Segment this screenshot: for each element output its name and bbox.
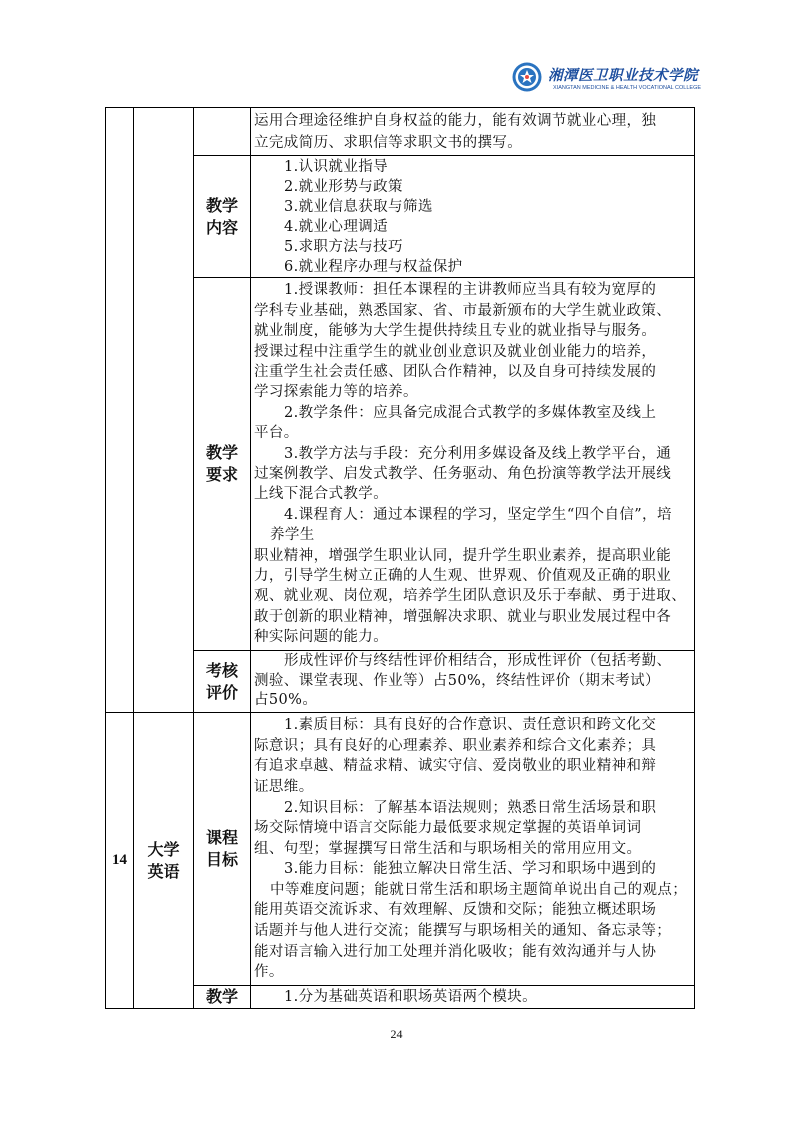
- row-label: 考核: [205, 660, 238, 680]
- row-label-cell: [194, 278, 251, 651]
- course-number-cell: [106, 713, 134, 1009]
- row-label: 教学: [205, 987, 238, 1006]
- course-number: 14: [112, 852, 127, 868]
- content-cell: [251, 651, 695, 713]
- content-line: 3.就业信息获取与筛选: [284, 198, 433, 215]
- content-cell: [251, 713, 695, 986]
- content-line: 职业精神，增强学生职业认同，提升学生职业素养，提高职业能: [254, 547, 672, 564]
- row-label-cell: [194, 986, 251, 1009]
- course-name: 大学: [147, 839, 180, 859]
- content-line: 场交际情境中语言交际能力最低要求规定掌握的英语单词词: [254, 820, 642, 837]
- content-line: 力，引导学生树立正确的人生观、世界观、价值观及正确的职业: [254, 567, 672, 584]
- content-line: 能对语言输入进行加工处理并消化吸收；能有效沟通并与人协: [254, 943, 657, 960]
- course-name-cell: [134, 713, 194, 1009]
- content-cell: [251, 156, 695, 278]
- content-cell: [251, 986, 695, 1009]
- course-name-cell: [134, 108, 194, 713]
- content-line: 观、就业观、岗位观，培养学生团队意识及乐于奉献、勇于进取、: [254, 588, 687, 605]
- row-label: 内容: [205, 217, 238, 237]
- content-cell: [251, 278, 695, 651]
- content-line: 测验、课堂表现、作业等）占50%，终结性评价（期末考试）: [254, 672, 660, 689]
- row-label-cell: [194, 651, 251, 713]
- table-row: [106, 278, 695, 651]
- content-line: 6.就业程序办理与权益保护: [284, 258, 463, 275]
- content-line: 占50%。: [254, 692, 318, 709]
- course-name: 英语: [147, 861, 180, 881]
- content-line: 3.教学方法与手段：充分利用多媒设备及线上教学平台，通: [284, 445, 672, 462]
- table-row: [106, 651, 695, 713]
- row-label: 教学: [205, 443, 238, 462]
- content-line: 5.求职方法与技巧: [284, 238, 403, 255]
- row-label: 教学: [205, 195, 238, 215]
- content-line: 敢于创新的职业精神，增强解决求职、就业与职业发展过程中各: [254, 608, 672, 625]
- college-logo: [512, 60, 712, 98]
- content-line: 证思维。: [254, 778, 314, 795]
- content-cell: [251, 108, 695, 156]
- content-line: 立完成简历、求职信等求职文书的撰写。: [254, 134, 523, 151]
- college-emblem-icon: [512, 62, 542, 92]
- content-line: 学科专业基础，熟悉国家、省、市最新颁布的大学生就业政策、: [254, 302, 672, 319]
- content-line: 组、句型；掌握撰写日常生活和与职场相关的常用应用文。: [254, 840, 642, 857]
- content-line: 平台。: [254, 425, 299, 442]
- course-table: [105, 107, 695, 1009]
- row-label: 要求: [205, 465, 238, 484]
- content-line: 4.就业心理调适: [284, 218, 389, 235]
- row-label: 课程: [205, 828, 238, 847]
- row-label-cell: [194, 108, 251, 156]
- content-line: 3.能力目标：能独立解决日常生活、学习和职场中遇到的: [284, 861, 657, 878]
- content-line: 际意识；具有良好的心理素养、职业素养和综合文化素养；具: [254, 737, 657, 754]
- content-line: 注重学生社会责任感、团队合作精神，以及自身可持续发展的: [254, 364, 657, 381]
- table-row: [106, 108, 695, 156]
- content-line: 1.认识就业指导: [284, 158, 389, 175]
- content-line: 授课过程中注重学生的就业创业意识及就业创业能力的培养，: [254, 343, 657, 360]
- content-line: 1.素质目标：具有良好的合作意识、责任意识和跨文化交: [284, 717, 657, 734]
- course-number-cell: [106, 108, 134, 713]
- content-line: 4.课程育人：通过本课程的学习，坚定学生“四个自信”，培: [284, 506, 672, 523]
- content-line: 2.教学条件：应具备完成混合式教学的多媒体教室及线上: [284, 404, 657, 421]
- table-row: [106, 986, 695, 1009]
- content-line: 形成性评价与终结性评价相结合，形成性评价（包括考勤、: [284, 653, 672, 670]
- row-label-cell: [194, 156, 251, 278]
- table-row: [106, 713, 695, 986]
- content-line: 过案例教学、启发式教学、任务驱动、角色扮演等教学法开展线: [254, 466, 672, 482]
- content-line: 话题并与他人进行交流；能撰写与职场相关的通知、备忘录等；: [254, 923, 672, 940]
- college-name: 湘潭医卫职业技术学院: [548, 67, 698, 84]
- content-line: 2.知识目标：了解基本语法规则；熟悉日常生活场景和职: [284, 799, 657, 816]
- content-line: 运用合理途径维护自身权益的能力，能有效调节就业心理，独: [254, 112, 657, 129]
- college-name-en: XIANGTAN MEDICINE & HEALTH VOCATIONAL COLLEGE: [553, 85, 702, 91]
- content-line: 养学生: [270, 527, 315, 544]
- content-line: 就业制度，能够为大学生提供持续且专业的就业指导与服务。: [254, 323, 657, 340]
- content-line: 有追求卓越、精益求精、诚实守信、爱岗敬业的职业精神和辩: [254, 758, 657, 775]
- content-line: 作。: [254, 964, 284, 981]
- table-row: [106, 156, 695, 278]
- content-line: 中等难度问题；能就日常生活和职场主题简单说出自己的观点；: [270, 881, 688, 898]
- content-line: 1.分为基础英语和职场英语两个模块。: [284, 988, 538, 1005]
- content-line: 1.授课教师：担任本课程的主讲教师应当具有较为宽厚的: [284, 282, 657, 299]
- row-label-cell: [194, 713, 251, 986]
- content-line: 学习探索能力等的培养。: [254, 384, 418, 401]
- page-number: 24: [390, 1027, 403, 1041]
- content-line: 能用英语交流诉求、有效理解、反馈和交际；能独立概述职场: [254, 902, 657, 919]
- content-line: 种实际问题的能力。: [254, 629, 389, 646]
- content-line: 上线下混合式教学。: [254, 486, 389, 503]
- row-label: 评价: [205, 682, 238, 702]
- row-label: 目标: [205, 850, 238, 869]
- content-line: 2.就业形势与政策: [284, 178, 403, 195]
